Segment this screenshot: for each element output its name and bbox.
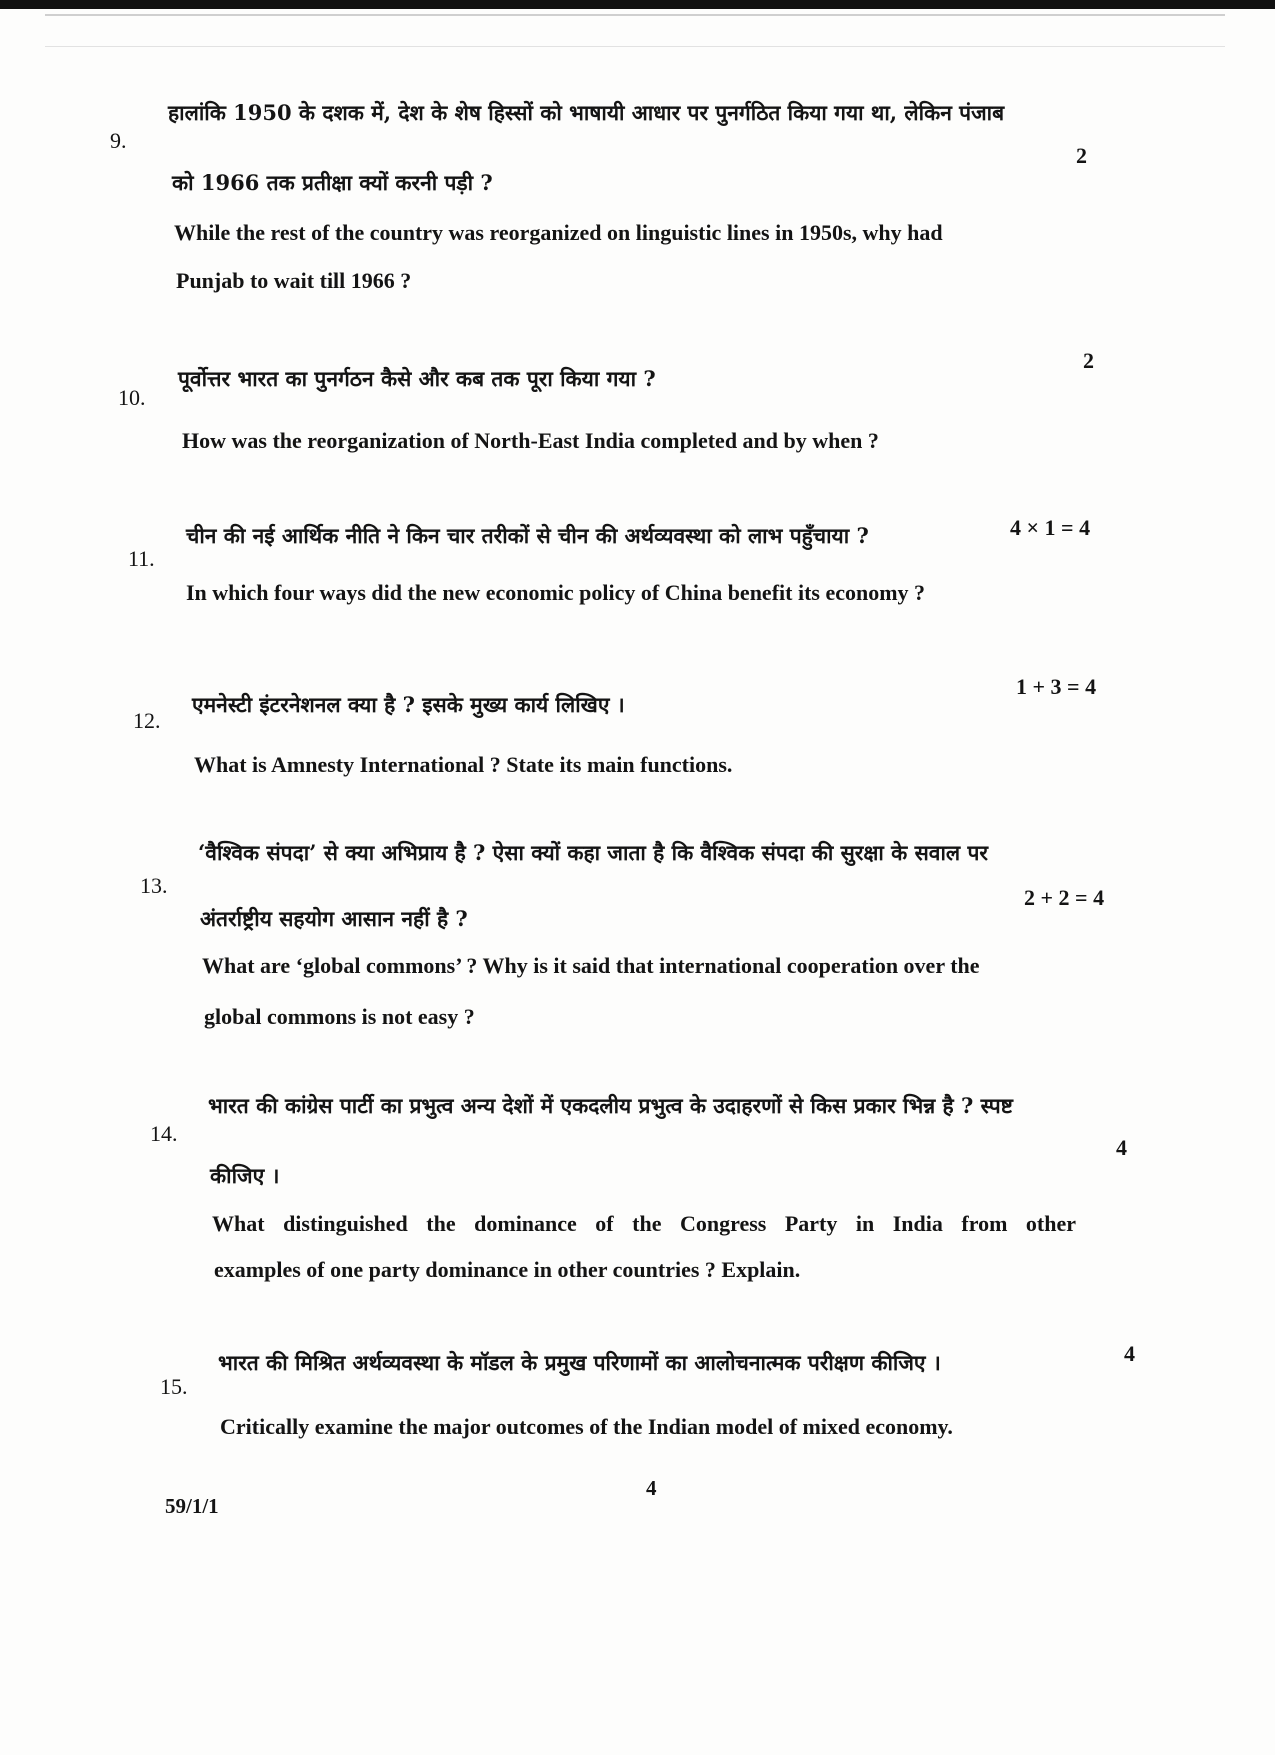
question-english-line: Punjab to wait till 1966 ? [176, 268, 412, 293]
question-english-line: In which four ways did the new economic policy of China benefit its economy ? [186, 580, 926, 605]
question-english-line: How was the reorganization of North-East India completed and by when ? [182, 428, 879, 453]
question-marks: 4 [1116, 1135, 1127, 1160]
question-english-line: What are ‘global commons’ ? Why is it said that international cooperation over the [202, 953, 980, 978]
page-number: 4 [646, 1476, 657, 1500]
question-number: 11. [128, 546, 155, 571]
question-english-line: global commons is not easy ? [204, 1004, 475, 1029]
question-marks: 2 + 2 = 4 [1024, 885, 1105, 910]
question-hindi-line: हालांकि 1950 के दशक में, देश के शेष हिस्सों को भाषायी आधार पर पुनर्गठित किया गया था, लेकिन पंजाब [168, 100, 1005, 125]
question-hindi-line: भारत की मिश्रित अर्थव्यवस्था के मॉडल के प्रमुख परिणामों का आलोचनात्मक परीक्षण कीजिए । [218, 1350, 941, 1375]
question-hindi-line: अंतर्राष्ट्रीय सहयोग आसान नहीं है ? [200, 906, 468, 931]
question-english-line: What is Amnesty International ? State its main functions. [194, 752, 733, 777]
question-number: 10. [118, 385, 146, 410]
scan-top-border [0, 0, 1275, 9]
question-hindi-line: पूर्वोत्तर भारत का पुनर्गठन कैसे और कब तक पूरा किया गया ? [178, 366, 656, 391]
question-marks: 4 [1124, 1341, 1135, 1366]
question-number: 14. [150, 1121, 178, 1146]
question-english-line: While the rest of the country was reorganized on linguistic lines in 1950s, why had [174, 220, 943, 245]
question-english-line: Critically examine the major outcomes of the Indian model of mixed economy. [220, 1414, 953, 1439]
question-hindi-line: कीजिए । [210, 1163, 280, 1188]
question-number: 9. [110, 128, 127, 153]
question-number: 12. [133, 708, 161, 733]
question-marks: 4 × 1 = 4 [1010, 515, 1091, 540]
question-number: 15. [160, 1374, 188, 1399]
question-english-line: examples of one party dominance in other countries ? Explain. [214, 1257, 801, 1282]
header-rule [45, 14, 1225, 16]
question-hindi-line: भारत की कांग्रेस पार्टी का प्रभुत्व अन्य देशों में एकदलीय प्रभुत्व के उदाहरणों से किस प्रकार भिन्न है ? स्पष्ट [208, 1093, 1013, 1118]
question-hindi-line: एमनेस्टी इंटरनेशनल क्या है ? इसके मुख्य कार्य लिखिए । [192, 692, 625, 717]
question-number: 13. [140, 873, 168, 898]
question-hindi-line: चीन की नई आर्थिक नीति ने किन चार तरीकों से चीन की अर्थव्यवस्था को लाभ पहुँचाया ? [186, 523, 869, 548]
question-hindi-line: को 1966 तक प्रतीक्षा क्यों करनी पड़ी ? [172, 170, 493, 195]
question-marks: 1 + 3 = 4 [1016, 674, 1097, 699]
question-marks: 2 [1076, 143, 1087, 168]
question-hindi-line: ‘वैश्विक संपदा’ से क्या अभिप्राय है ? ऐसा क्यों कहा जाता है कि वैश्विक संपदा की सुरक्षा के सवाल पर [198, 840, 988, 865]
question-english-line: What distinguished the dominance of the Congress Party in India from other [212, 1211, 1076, 1236]
header-rule-faint [45, 46, 1225, 47]
paper-code: 59/1/1 [165, 1494, 219, 1518]
question-marks: 2 [1083, 348, 1094, 373]
